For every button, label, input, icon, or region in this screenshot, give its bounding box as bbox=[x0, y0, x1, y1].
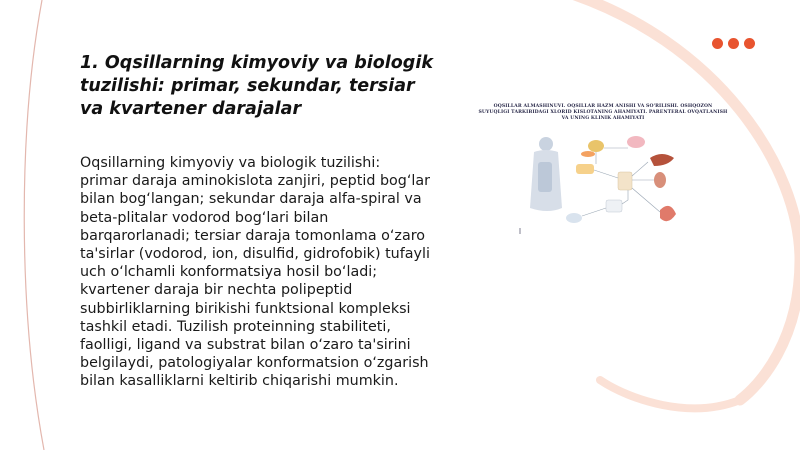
slide-title: 1. Oqsillarning kimyoviy va biologik tuzilishi: primar, sekundar, tersiar va kvartener darajalar bbox=[80, 53, 433, 119]
amino-acid-pool-icon bbox=[566, 213, 582, 223]
diagram-title: OQSILLAR ALMASHINUVI. OQSILLAR HAZM ANISHI VA SO'RILISHI. OSHQOZON SUYUQLIGI TARKIBIDAGI XLORID KISLOTANING AHAMIYATI. PARENTERAL OVQATLANISH VA UNING KLINIK AHAMIYATI bbox=[478, 104, 728, 121]
brain-icon bbox=[627, 136, 645, 148]
kidney-icon bbox=[654, 172, 666, 188]
cell-box bbox=[606, 200, 622, 212]
human-figure-icon bbox=[530, 137, 562, 211]
dot-icon bbox=[728, 38, 739, 49]
header-dots-icon bbox=[712, 38, 755, 49]
bottom-pink-arc bbox=[600, 380, 740, 408]
digestion-diagram bbox=[478, 100, 728, 240]
liver-icon bbox=[650, 154, 674, 166]
muscle-icon bbox=[660, 206, 676, 221]
stomach-icon bbox=[588, 140, 604, 152]
dot-icon bbox=[744, 38, 755, 49]
dot-icon bbox=[712, 38, 723, 49]
diagram-illustration bbox=[478, 100, 728, 240]
left-edge-curve bbox=[24, 0, 44, 450]
pancreas-icon bbox=[581, 151, 595, 157]
blood-vessel-box bbox=[618, 172, 632, 190]
intestine-icon bbox=[576, 164, 594, 174]
slide-body-text: Oqsillarning kimyoviy va biologik tuzilishi: primar daraja aminokislota zanjiri, peptid bog‘lar bilan bog‘langan; sekundar daraja alfa-spiral va beta-plitalar vodorod bog‘lari bilan barqarorlanadi; tersiar daraja tomonlama o‘zaro ta'sirlar (vodorod, ion, disulfid, gidrofobik) tufayli uch o‘lchamli konformatsiya hosil bo‘ladi; kvartener daraja bir nechta polipeptid subbirliklarning birikishi funktsional kompleksi tashkil etadi. Tuzilish proteinning stabiliteti, faolligi, ligand va substrat bilan o‘zaro ta'sirini belgilaydi, patologiyalar konformatsion o‘zgarish bilan kasalliklarni keltirib chiqarishi mumkin. bbox=[80, 155, 430, 390]
